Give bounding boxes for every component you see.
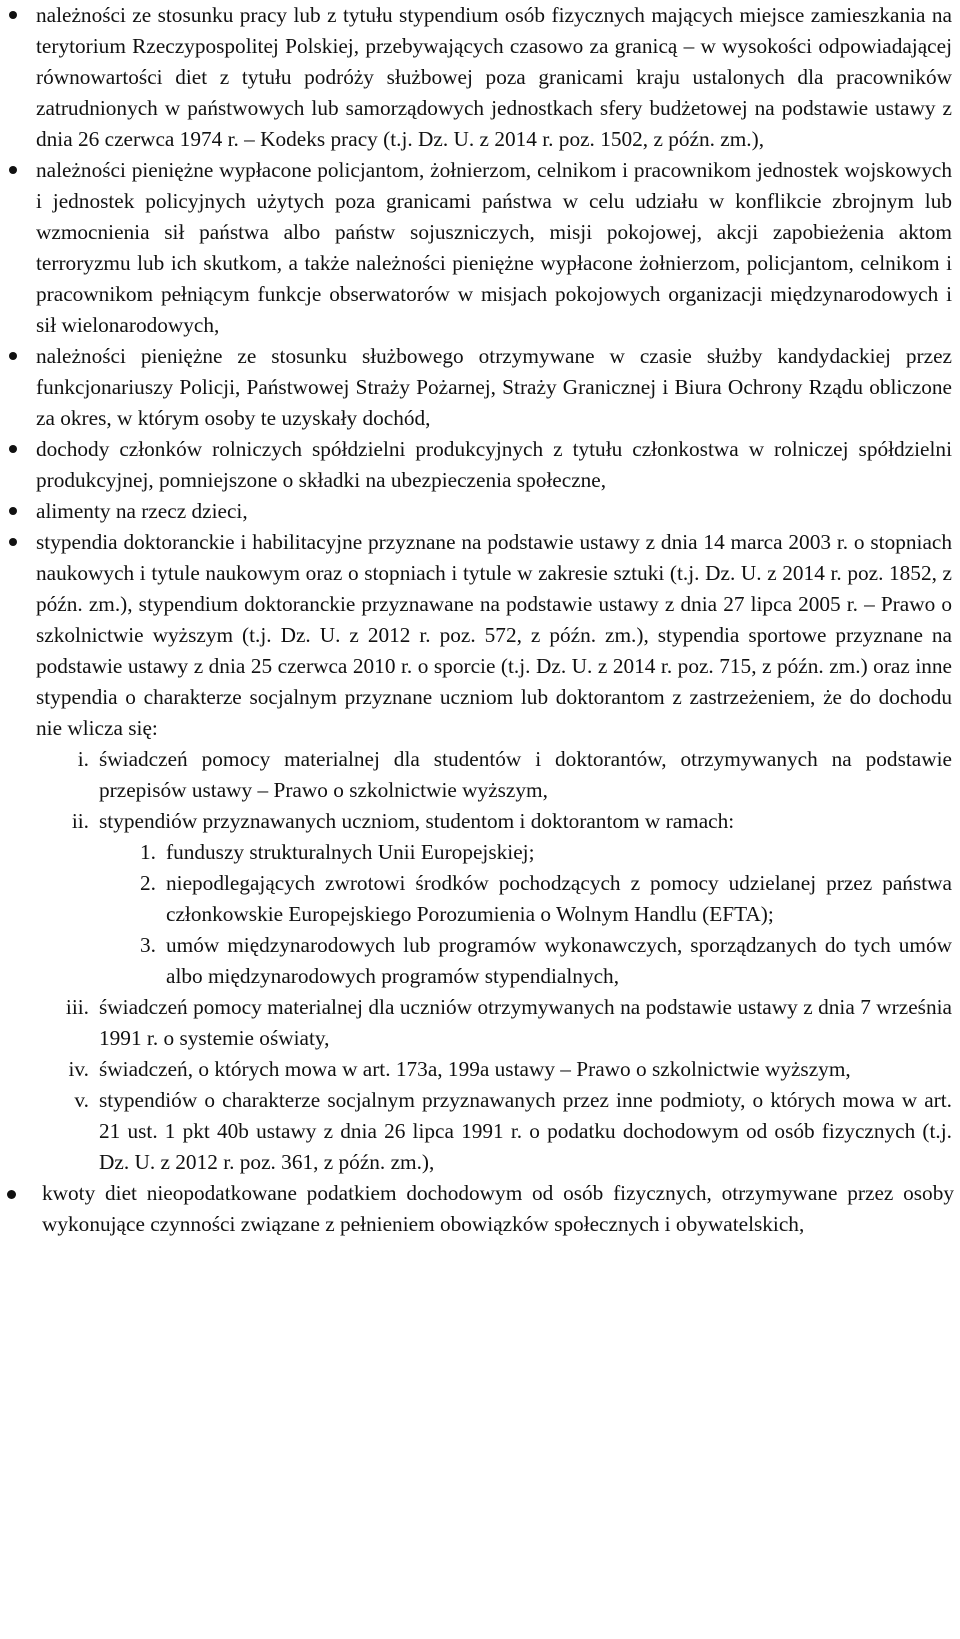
- bullet-icon: [9, 507, 17, 515]
- exclusions-list: [36, 744, 952, 1178]
- list-item: [36, 496, 952, 527]
- bullet-icon: [7, 1190, 16, 1199]
- item-number: 1.: [140, 840, 156, 864]
- list-item: [36, 0, 952, 155]
- list-item-text: kwoty diet nieopodatkowane podatkiem dochodowym od osób fizycznych, otrzymywane przez osoby wykonujące czynności związane z pełnieniem obowiązków społecznych i obywatelskich,: [42, 1181, 954, 1236]
- numbered-list-item-text: niepodlegających zwrotowi środków pochodzących z pomocy udzielanej przez państwa członkowskie Europejskiego Porozumienia o Wolnym Handlu (EFTA);: [166, 871, 952, 926]
- list-item-text: należności pieniężne ze stosunku służbowego otrzymywane w czasie służby kandydackiej przez funkcjonariuszy Policji, Państwowej Straży Pożarnej, Straży Granicznej i Biura Ochrony Rządu obliczone za okres, w którym osoby te uzyskały dochód,: [36, 344, 952, 430]
- roman-numeral: i.: [77, 747, 89, 771]
- bullet-icon: [9, 166, 17, 174]
- roman-list-item-text: stypendiów o charakterze socjalnym przyznawanych przez inne podmioty, o których mowa w art. 21 ust. 1 pkt 40b ustawy z dnia 26 lipca 1991 r. o podatku dochodowym od osób fizycznych (t.j. Dz. U. z 2012 r. poz. 361, z późn. zm.),: [99, 1088, 952, 1174]
- list-item-text: alimenty na rzecz dzieci,: [36, 499, 248, 523]
- roman-list-item-text: świadczeń pomocy materialnej dla uczniów otrzymywanych na podstawie ustawy z dnia 7 września 1991 r. o systemie oświaty,: [99, 995, 952, 1050]
- list-item-text: należności pieniężne wypłacone policjantom, żołnierzom, celnikom i pracownikom jednostek wojskowych i jednostek policyjnych użytych poza granicami państwa w celu udziału w konflikcie zbrojnym lub wzmocnienia sił państwa albo państw sojuszniczych, misji pokojowej, akcji zapobieżenia aktom terroryzmu lub ich skutkom, a także należności pieniężne wypłacone żołnierzom, policjantom, celnikom i pracownikom pełniącym funkcje obserwatorów w misjach pokojowych organizacji międzynarodowych i sił wielonarodowych,: [36, 158, 952, 337]
- numbered-list-item: [140, 930, 952, 992]
- numbered-list-item: [140, 837, 952, 868]
- bullet-icon: [9, 538, 17, 546]
- roman-list-item: [68, 1054, 952, 1085]
- numbered-list-item-text: funduszy strukturalnych Unii Europejskiej;: [166, 840, 535, 864]
- roman-numeral: v.: [74, 1088, 89, 1112]
- roman-numeral: ii.: [71, 809, 89, 833]
- bullet-icon: [9, 11, 17, 19]
- bullet-icon: [9, 352, 17, 360]
- numbered-list-item-text: umów międzynarodowych lub programów wykonawczych, sporządzanych do tych umów albo międzynarodowych programów stypendialnych,: [166, 933, 952, 988]
- roman-list-item-text: świadczeń, o których mowa w art. 173a, 199a ustawy – Prawo o szkolnictwie wyższym,: [99, 1057, 851, 1081]
- roman-list-item: [74, 1085, 952, 1178]
- roman-list-item-text: świadczeń pomocy materialnej dla studentów i doktorantów, otrzymywanych na podstawie przepisów ustawy – Prawo o szkolnictwie wyższym,: [99, 747, 952, 802]
- list-item-scholarships: [36, 527, 952, 1178]
- item-number: 2.: [140, 871, 156, 895]
- roman-numeral: iii.: [65, 995, 89, 1019]
- scholarship-sources-list: [99, 837, 952, 992]
- list-item-text: stypendia doktoranckie i habilitacyjne przyznane na podstawie ustawy z dnia 14 marca 2003 r. o stopniach naukowych i tytule naukowym oraz o stopniach i tytule w zakresie sztuki (t.j. Dz. U. z 2014 r. poz. 1852, z późn. zm.), stypendium doktoranckie przyznawane na podstawie ustawy z dnia 27 lipca 2005 r. – Prawo o szkolnictwie wyższym (t.j. Dz. U. z 2012 r. poz. 572, z późn. zm.), stypendia sportowe przyznane na podstawie ustawy z dnia 25 czerwca 2010 r. o sporcie (t.j. Dz. U. z 2014 r. poz. 715, z późn. zm.) oraz inne stypendia o charakterze socjalnym przyznane uczniom lub doktorantom z zastrzeżeniem, że do dochodu nie wlicza się:: [36, 530, 952, 740]
- roman-list-item: [65, 992, 952, 1054]
- list-item: [36, 155, 952, 341]
- roman-list-item: [71, 806, 952, 992]
- roman-list-item: [77, 744, 952, 806]
- list-item: [36, 341, 952, 434]
- list-item: [36, 434, 952, 496]
- item-number: 3.: [140, 933, 156, 957]
- list-item-text: należności ze stosunku pracy lub z tytułu stypendium osób fizycznych mających miejsce zamieszkania na terytorium Rzeczypospolitej Polskiej, przebywających czasowo za granicą – w wysokości odpowiadającej równowartości diet z tytułu podróży służbowej poza granicami kraju ustalonych dla pracowników zatrudnionych w państwowych lub samorządowych jednostkach sfery budżetowej na podstawie ustawy z dnia 26 czerwca 1974 r. – Kodeks pracy (t.j. Dz. U. z 2014 r. poz. 1502, z późn. zm.),: [36, 3, 952, 151]
- list-item-text: dochody członków rolniczych spółdzielni produkcyjnych z tytułu członkostwa w rolniczej spółdzielni produkcyjnej, pomniejszone o składki na ubezpieczenia społeczne,: [36, 437, 952, 492]
- list-item: [42, 1178, 954, 1240]
- roman-list-item-text: stypendiów przyznawanych uczniom, studentom i doktorantom w ramach:: [99, 809, 735, 833]
- numbered-list-item: [140, 868, 952, 930]
- roman-numeral: iv.: [68, 1057, 89, 1081]
- bullet-icon: [9, 445, 17, 453]
